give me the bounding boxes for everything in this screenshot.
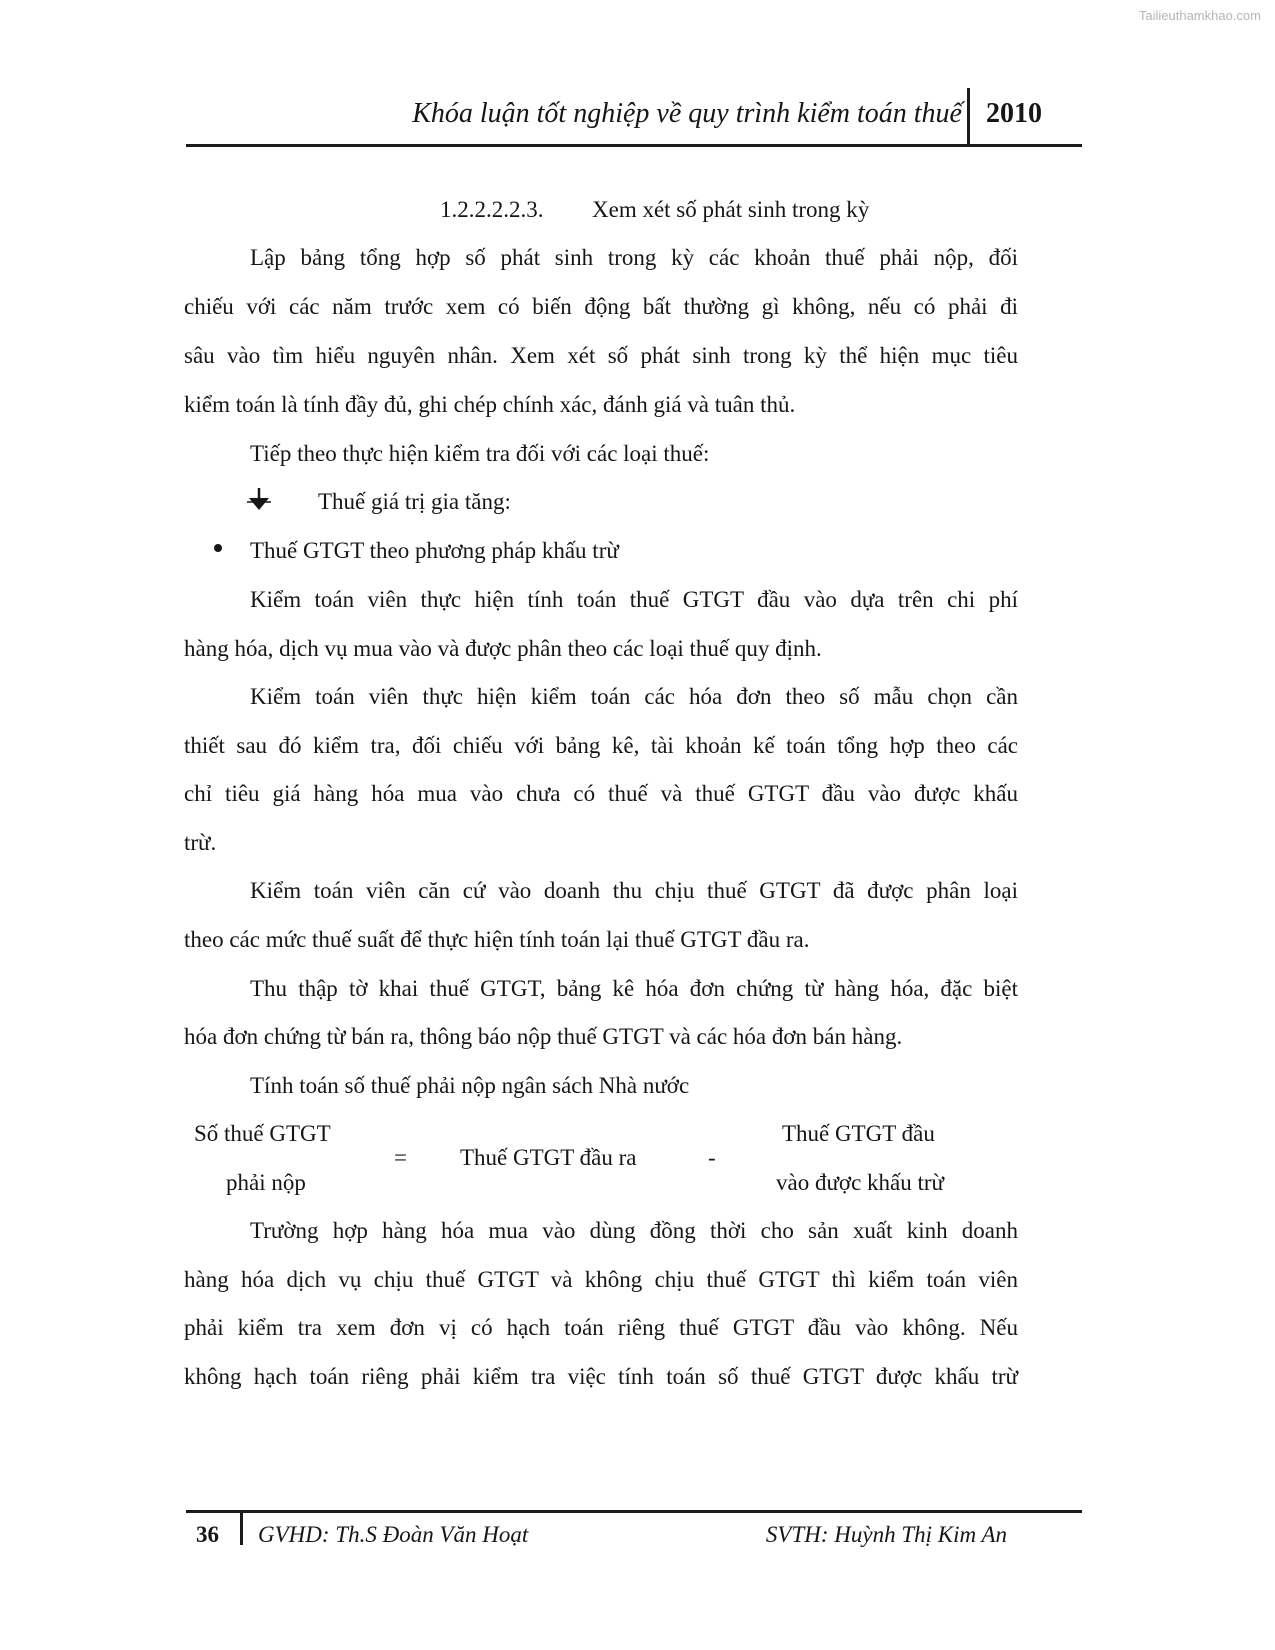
formula-term-1: Thuế GTGT đầu ra [460, 1145, 637, 1170]
p1-line-2: chiếu với các năm trước xem có biến động bất thường gì không, nếu có phải đi [184, 294, 1018, 319]
footer-student: SVTH: Huỳnh Thị Kim An [765, 1522, 1007, 1547]
header-year: 2010 [986, 98, 1042, 129]
p6-line-1: Thu thập tờ khai thuế GTGT, bảng kê hóa đơn chứng từ hàng hóa, đặc biệt [250, 976, 1018, 1001]
formula-minus: - [708, 1145, 716, 1170]
p5-line-2: theo các mức thuế suất để thực hiện tính toán lại thuế GTGT đầu ra. [184, 927, 810, 952]
header-title: Khóa luận tốt nghiệp về quy trình kiểm toán thuế [412, 98, 962, 129]
p1-line-4: kiểm toán là tính đầy đủ, ghi chép chính xác, đánh giá và tuân thủ. [184, 392, 796, 417]
page-number: 36 [196, 1522, 219, 1547]
watermark: Tailieuthamkhao.com [1138, 8, 1261, 23]
p3-line-2: hàng hóa, dịch vụ mua vào và được phân theo các loại thuế quy định. [184, 636, 822, 661]
p4-line-3: chỉ tiêu giá hàng hóa mua vào chưa có thuế và thuế GTGT đầu vào được khấu [184, 781, 1018, 806]
section-number: 1.2.2.2.2.3. [440, 197, 544, 222]
p7-text: Tính toán số thuế phải nộp ngân sách Nhà nước [250, 1073, 690, 1098]
p5-line-1: Kiểm toán viên căn cứ vào doanh thu chịu thuế GTGT đã được phân loại [250, 878, 1018, 903]
bullet-item-text: Thuế GTGT theo phương pháp khấu trừ [250, 538, 619, 563]
formula-equals: = [394, 1145, 407, 1170]
footer-rule [186, 1510, 1082, 1513]
p4-line-2: thiết sau đó kiểm tra, đối chiếu với bảng kê, tài khoản kế toán tổng hợp theo các [184, 733, 1018, 758]
footer-advisor: GVHD: Th.S Đoàn Văn Hoạt [258, 1522, 529, 1547]
page-header [186, 88, 1082, 147]
footer-divider [240, 1513, 243, 1545]
formula-term-2-line-2: vào được khấu trừ [776, 1170, 945, 1195]
p8-line-1: Trường hợp hàng hóa mua vào dùng đồng thời cho sản xuất kinh doanh [250, 1218, 1018, 1243]
p1-line-1: Lập bảng tổng hợp số phát sinh trong kỳ các khoản thuế phải nộp, đối [250, 245, 1018, 270]
p3-line-1: Kiểm toán viên thực hiện tính toán thuế GTGT đầu vào dựa trên chi phí [250, 587, 1018, 612]
p8-line-4: không hạch toán riêng phải kiểm tra việc tính toán số thuế GTGT được khấu trừ [184, 1364, 1018, 1389]
bullet-icon [212, 542, 224, 554]
formula-term-2-line-1: Thuế GTGT đầu [782, 1121, 935, 1146]
p1-line-3: sâu vào tìm hiểu nguyên nhân. Xem xét số phát sinh trong kỳ thể hiện mục tiêu [184, 343, 1018, 368]
section-title: Xem xét số phát sinh trong kỳ [592, 197, 870, 222]
arrow-item-text: Thuế giá trị gia tăng: [318, 489, 511, 514]
p4-line-1: Kiểm toán viên thực hiện kiểm toán các hóa đơn theo số mẫu chọn cần [250, 684, 1018, 709]
p8-line-2: hàng hóa dịch vụ chịu thuế GTGT và không chịu thuế GTGT thì kiểm toán viên [184, 1267, 1018, 1292]
p8-line-3: phải kiểm tra xem đơn vị có hạch toán riêng thuế GTGT đầu vào không. Nếu [184, 1315, 1018, 1340]
formula-lhs-line-2: phải nộp [226, 1170, 306, 1195]
formula-lhs-line-1: Số thuế GTGT [194, 1121, 331, 1146]
p4-line-4: trừ. [184, 830, 217, 855]
p6-line-2: hóa đơn chứng từ bán ra, thông báo nộp thuế GTGT và các hóa đơn bán hàng. [184, 1024, 903, 1049]
arrow-down-icon [245, 486, 273, 512]
header-divider [967, 88, 970, 144]
p2-text: Tiếp theo thực hiện kiểm tra đối với các loại thuế: [250, 441, 710, 466]
